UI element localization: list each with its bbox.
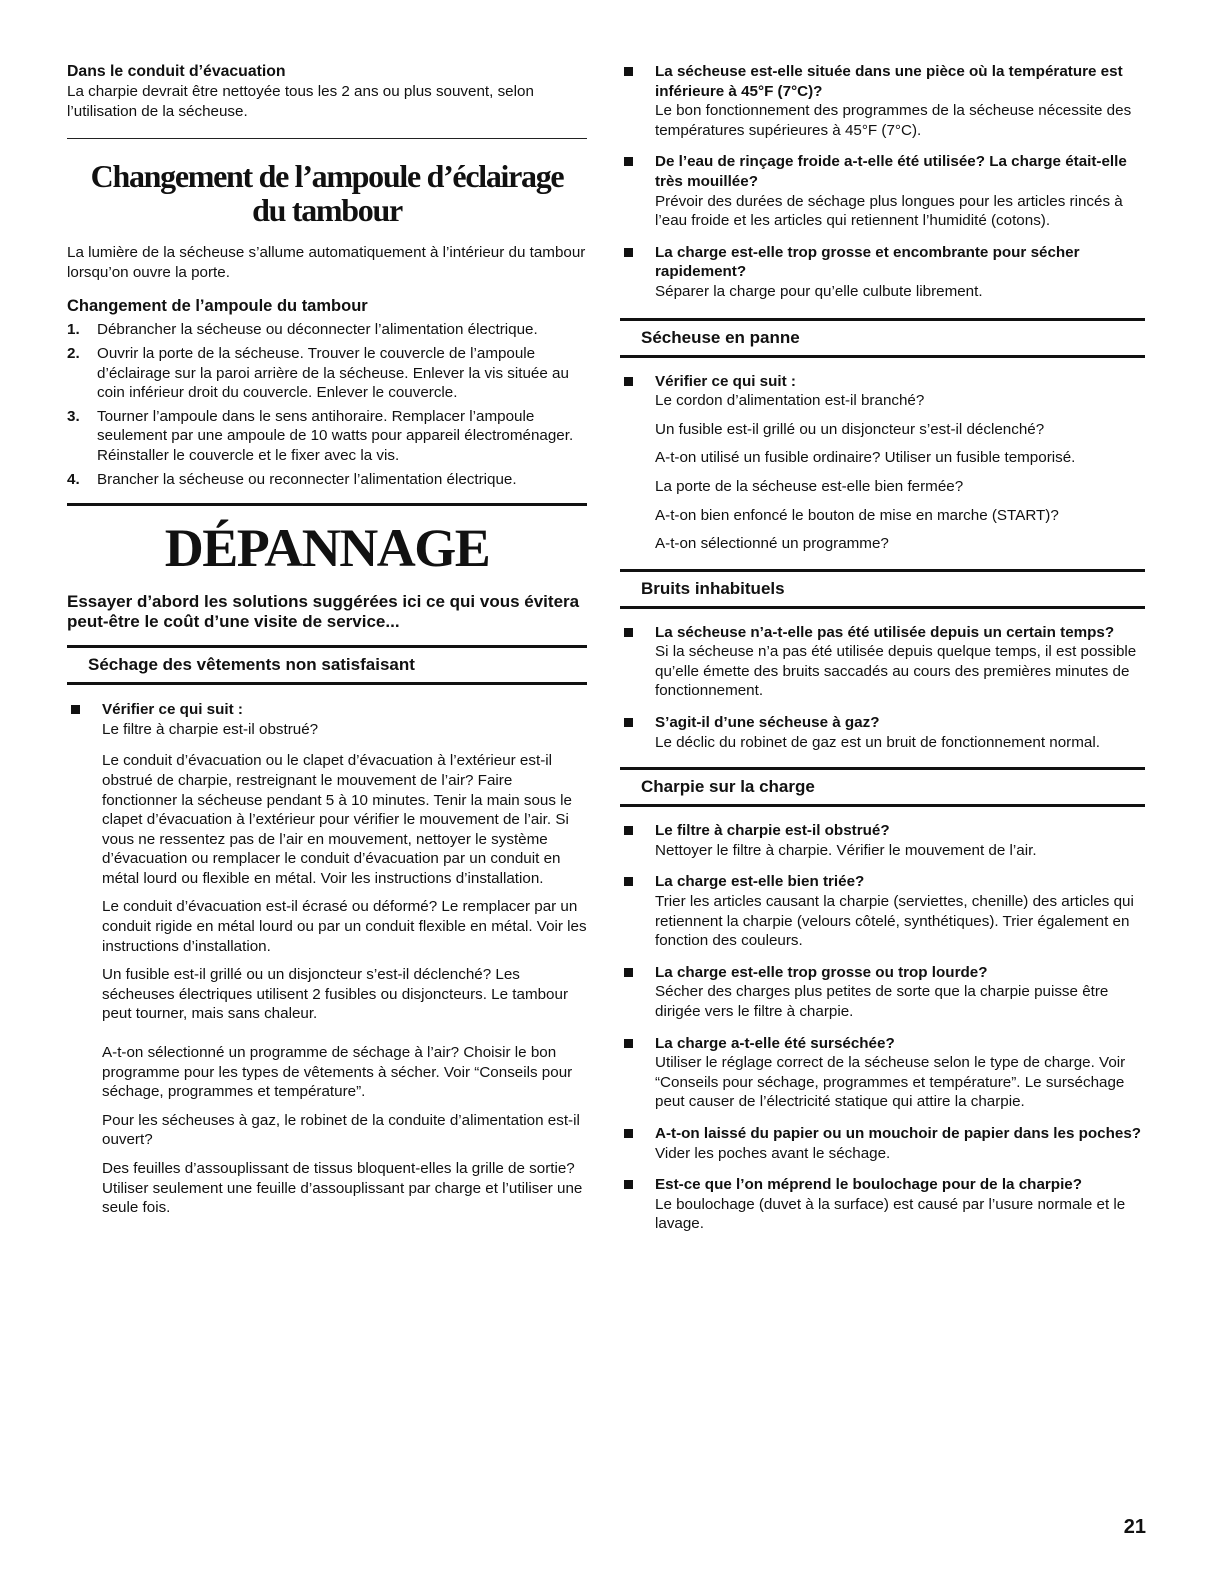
answer-paragraph: A-t-on sélectionné un programme de séchage à l’air? Choisir le bon programme pour les types de vêtements à sécher. Voir “Conseils pour séchage, programmes et température”. bbox=[102, 1044, 573, 1101]
item-question: La sécheuse est-elle située dans une pièce où la température est inférieure à 45°F (7°C)? bbox=[655, 63, 1123, 100]
step-text: Débrancher la sécheuse ou déconnecter l’alimentation électrique. bbox=[97, 321, 538, 339]
item-answer: Trier les articles causant la charpie (serviettes, chenille) des articles qui retiennent la charpie (velours côtelé, synthétiques). Trier également en fonction des couleurs. bbox=[655, 893, 1134, 950]
lint-items bbox=[620, 821, 1145, 1234]
depannage-title: DÉPANNAGE bbox=[164, 518, 490, 579]
bullet-square-icon bbox=[624, 1039, 633, 1048]
item-question: Est-ce que l’on méprend le boulochage pour de la charpie? bbox=[655, 1176, 1083, 1194]
bullet-square-icon bbox=[624, 1129, 633, 1138]
depannage-intro: Essayer d’abord les solutions suggérées ici ce qui vous évitera peut-être le coût d’une visite de service... bbox=[67, 592, 580, 632]
bullet-square-icon bbox=[624, 718, 633, 727]
item-question: De l’eau de rinçage froide a-t-elle été utilisée? La charge était-elle très mouillée? bbox=[655, 153, 1127, 190]
page-number: 21 bbox=[1123, 1516, 1146, 1538]
step-item bbox=[67, 407, 587, 466]
item-answer: Le bon fonctionnement des programmes de la sécheuse nécessite des températures supérieures à 45°F (7°C). bbox=[655, 102, 1132, 139]
item-question: La sécheuse n’a-t-elle pas été utilisée depuis un certain temps? bbox=[655, 623, 1115, 641]
list-item bbox=[620, 1124, 1145, 1163]
list-item bbox=[67, 700, 587, 1218]
list-item bbox=[620, 821, 1145, 860]
bullet-square-icon bbox=[624, 968, 633, 977]
item-question: La charge est-elle trop grosse et encombrante pour sécher rapidement? bbox=[655, 243, 1080, 281]
item-answer: Prévoir des durées de séchage plus longues pour les articles rincés à l’eau froide et les articles qui retiennent l’humidité (cotons). bbox=[655, 192, 1123, 230]
item-answer: Si la sécheuse n’a pas été utilisée depuis quelque temps, il est possible qu’elle émette des bruits saccadés au cours des premières minutes de fonctionnement. bbox=[655, 643, 1137, 700]
right-column bbox=[620, 62, 1145, 1234]
item-question: A-t-on laissé du papier ou un mouchoir de papier dans les poches? bbox=[655, 1124, 1142, 1142]
vent-text: La charpie devrait être nettoyée tous les 2 ans ou plus souvent, selon l’utilisation de la sécheuse. bbox=[67, 83, 534, 120]
left-column bbox=[67, 62, 587, 1218]
answer-paragraph: Pour les sécheuses à gaz, le robinet de la conduite d’alimentation est-il ouvert? bbox=[102, 1111, 580, 1149]
item-question: Vérifier ce qui suit : bbox=[655, 372, 796, 390]
section-header-noises: Bruits inhabituels bbox=[620, 569, 1145, 609]
vent-heading: Dans le conduit d’évacuation bbox=[67, 63, 286, 80]
item-question: La charge a-t-elle été surséchée? bbox=[655, 1034, 895, 1052]
bullet-square-icon bbox=[624, 67, 633, 76]
list-item bbox=[620, 623, 1145, 701]
step-item bbox=[67, 320, 587, 340]
bulb-steps-list bbox=[67, 320, 587, 489]
bullet-square-icon bbox=[71, 705, 80, 714]
item-answer: Le boulochage (duvet à la surface) est causé par l’usure normale et le lavage. bbox=[655, 1195, 1126, 1233]
item-answer: Sécher des charges plus petites de sorte que la charpie puisse être dirigée vers le filtre à charpie. bbox=[655, 983, 1109, 1020]
step-item bbox=[67, 470, 587, 490]
step-text: Brancher la sécheuse ou reconnecter l’alimentation électrique. bbox=[97, 470, 517, 488]
step-number: 4. bbox=[67, 470, 80, 488]
item-answer: Utiliser le réglage correct de la sécheuse selon le type de charge. Voir “Conseils pour séchage, programmes et température”. Le surséchage peut causer de l’électricité statique qui attire la charpie. bbox=[655, 1054, 1126, 1111]
step-number: 3. bbox=[67, 407, 80, 425]
section-header-drying: Séchage des vêtements non satisfaisant bbox=[67, 645, 587, 685]
item-question: S’agit-il d’une sécheuse à gaz? bbox=[655, 714, 880, 732]
item-question: Le filtre à charpie est-il obstrué? bbox=[655, 822, 890, 840]
bullet-square-icon bbox=[624, 377, 633, 386]
answer-paragraph: Le conduit d’évacuation ou le clapet d’évacuation à l’extérieur est-il obstrué de charpie, restreignant le mouvement de l’air? Faire fonctionner la sécheuse pendant 5 à 10 minutes. Tenir la main sous le clapet d’évacuation à l’extérieur pour vérifier le mouvement de l’air. Si vous ne ressentez pas de l’air en mouvement, nettoyer le système d’évacuation ou remplacer le conduit d’évacuation par un conduit en métal lourd ou flexible en métal. Voir les instructions d’installation. bbox=[102, 752, 572, 887]
item-answer: Le déclic du robinet de gaz est un bruit de fonctionnement normal. bbox=[655, 733, 1100, 751]
list-item bbox=[620, 1034, 1145, 1112]
step-number: 1. bbox=[67, 321, 80, 339]
bulb-intro: La lumière de la sécheuse s’allume automatiquement à l’intérieur du tambour lorsqu’on ouvre la porte. bbox=[67, 244, 586, 281]
list-item bbox=[620, 713, 1145, 752]
bullet-square-icon bbox=[624, 1180, 633, 1189]
item-answer: Vider les poches avant le séchage. bbox=[655, 1144, 891, 1162]
list-item bbox=[620, 1175, 1145, 1234]
step-number: 2. bbox=[67, 344, 80, 362]
answer-paragraph: Un fusible est-il grillé ou un disjoncteur s’est-il déclenché? bbox=[655, 420, 1045, 438]
bullet-square-icon bbox=[624, 248, 633, 257]
list-item bbox=[620, 963, 1145, 1022]
step-item bbox=[67, 344, 587, 403]
list-item bbox=[620, 152, 1145, 230]
bulb-subheading: Changement de l’ampoule du tambour bbox=[67, 297, 368, 316]
answer-paragraph: Le filtre à charpie est-il obstrué? bbox=[102, 720, 319, 738]
item-question: La charge est-elle bien triée? bbox=[655, 873, 865, 891]
section-divider bbox=[67, 503, 587, 506]
item-question: Vérifier ce qui suit : bbox=[102, 701, 243, 719]
answer-paragraph: Le cordon d’alimentation est-il branché? bbox=[655, 392, 925, 410]
step-text: Tourner l’ampoule dans le sens antihoraire. Remplacer l’ampoule seulement par une ampoule de 10 watts pour appareil électroménager. Réinstaller le couvercle et le fixer avec la vis. bbox=[97, 407, 574, 464]
item-question: La charge est-elle trop grosse ou trop lourde? bbox=[655, 963, 988, 981]
answer-paragraph: A-t-on bien enfoncé le bouton de mise en marche (START)? bbox=[655, 506, 1059, 524]
list-item bbox=[620, 62, 1145, 140]
item-answers bbox=[655, 391, 1145, 554]
answer-paragraph: Un fusible est-il grillé ou un disjoncteur s’est-il déclenché? Les sécheuses électriques utilisent 2 fusibles ou disjoncteurs. Le tambour peut tourner, mais sans chaleur. bbox=[102, 966, 569, 1023]
section-header-lint: Charpie sur la charge bbox=[620, 767, 1145, 807]
item-answer: Séparer la charge pour qu’elle culbute librement. bbox=[655, 282, 983, 300]
top-items bbox=[620, 62, 1145, 302]
answer-paragraph: Le conduit d’évacuation est-il écrasé ou déformé? Le remplacer par un conduit rigide en métal lourd ou par un conduit flexible en métal. Voir les instructions d’installation. bbox=[102, 898, 587, 955]
list-item bbox=[620, 872, 1145, 950]
answer-paragraph: La porte de la sécheuse est-elle bien fermée? bbox=[655, 477, 964, 495]
bullet-square-icon bbox=[624, 826, 633, 835]
bullet-square-icon bbox=[624, 157, 633, 166]
item-answers bbox=[102, 720, 587, 1218]
bullet-square-icon bbox=[624, 628, 633, 637]
list-item bbox=[620, 372, 1145, 554]
bullet-square-icon bbox=[624, 877, 633, 886]
answer-paragraph: Des feuilles d’assouplissant de tissus bloquent-elles la grille de sortie? Utiliser seulement une feuille d’assouplissant par charge et l’utiliser une seule fois. bbox=[102, 1160, 583, 1217]
step-text: Ouvrir la porte de la sécheuse. Trouver le couvercle de l’ampoule d’éclairage sur la paroi arrière de la sécheuse. Enlever la vis située au coin inférieur droit du couvercle. Enlever le couvercle. bbox=[97, 344, 569, 402]
noises-items bbox=[620, 623, 1145, 753]
answer-paragraph: A-t-on sélectionné un programme? bbox=[655, 535, 889, 553]
item-answer: Nettoyer le filtre à charpie. Vérifier le mouvement de l’air. bbox=[655, 841, 1037, 859]
list-item bbox=[620, 243, 1145, 302]
section-header-dryer-wont-run: Sécheuse en panne bbox=[620, 318, 1145, 358]
bulb-section-title: Changement de l’ampoule d’éclairage du tambour bbox=[90, 158, 564, 229]
answer-paragraph: A-t-on utilisé un fusible ordinaire? Utiliser un fusible temporisé. bbox=[655, 449, 1076, 467]
divider bbox=[67, 138, 587, 139]
